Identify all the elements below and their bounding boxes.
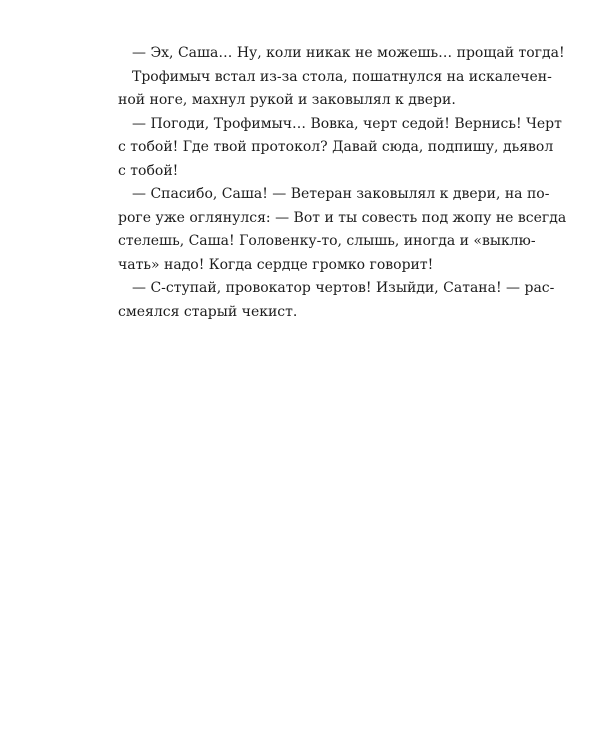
text-line: Трофимыч встал из-за стола, пошатнулся на искалечен- xyxy=(132,68,552,85)
text-line: — Погоди, Трофимыч… Вовка, черт седой! Вернись! Черт xyxy=(132,115,562,132)
text-line: чать» надо! Когда сердце громко говорит! xyxy=(118,256,434,273)
body-text xyxy=(118,42,567,324)
text-line: ной ноге, махнул рукой и заковылял к двери. xyxy=(118,92,456,108)
text-line: с тобой! Где твой протокол? Давай сюда, подпишу, дьявол xyxy=(118,139,554,155)
text-line: роге уже оглянулся: — Вот и ты совесть под жопу не всегда xyxy=(118,209,567,226)
text-line: — С-ступай, провокатор чертов! Изыйди, Сатана! — рас- xyxy=(132,280,555,296)
text-line: стелешь, Саша! Головенку-то, слышь, иногда и «выклю- xyxy=(118,233,536,249)
text-line: с тобой! xyxy=(118,162,179,179)
text-line: смеялся старый чекист. xyxy=(118,303,298,320)
text-line: — Спасибо, Саша! — Ветеран заковылял к двери, на по- xyxy=(132,186,550,202)
text-line: — Эх, Саша… Ну, коли никак не можешь… прощай тогда! xyxy=(132,45,565,61)
